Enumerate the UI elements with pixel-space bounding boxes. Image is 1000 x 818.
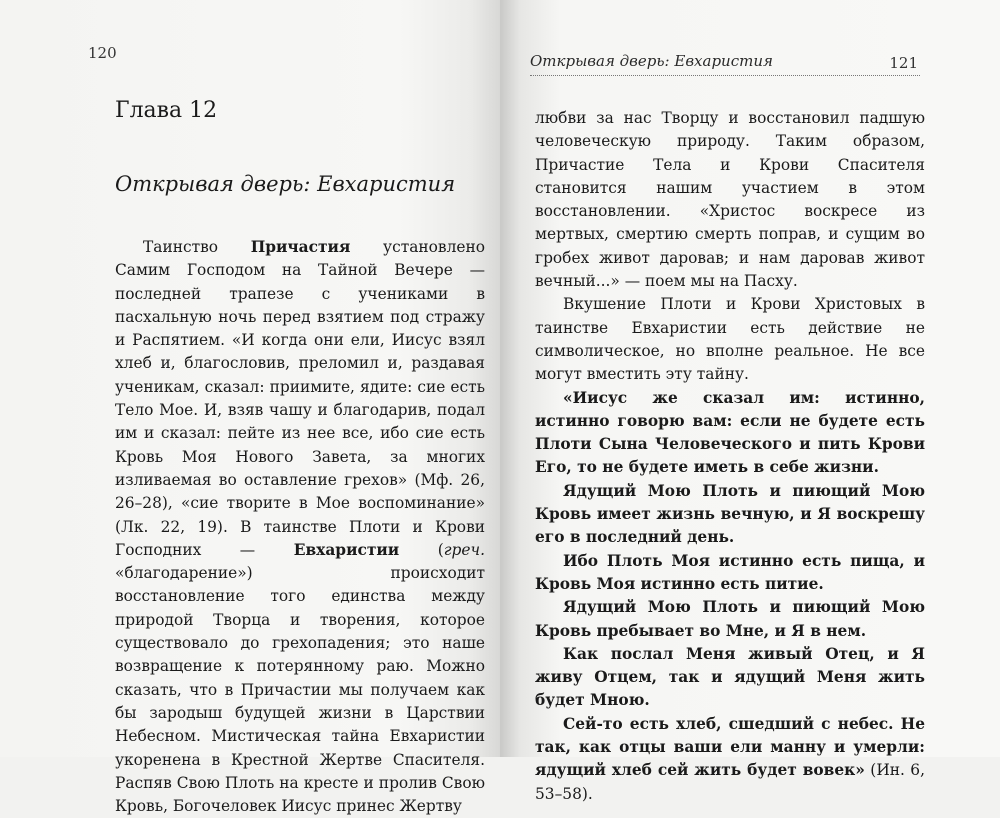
paragraph: Вкушение Плоти и Крови Христовых в таинстве Евхаристии есть действие не символическое, но вполне реальное. Не все могут вместить эту тайну. <box>535 295 925 384</box>
scripture-quote: Ядущий Мою Плоть и пиющий Мою Кровь пребывает во Мне, и Я в нем. <box>535 598 925 640</box>
scripture-quote-bold: Сей-то есть хлеб, сшедший с небес. Не так, как отцы ваши ели манну и умерли: ядущий хлеб сей жить будет вовек» <box>535 714 925 780</box>
paragraph: любви за нас Творцу и восстановил падшую человеческую природу. Таким образом, Причастие Тела и Крови Спасителя становится нашим участием в этом восстановлении. «Христос воскресе из мертвых, смертию смерть поправ, и сущим во гробех живот даровав; и нам даровав живот вечный...» — поем мы на Пасху. <box>535 109 925 291</box>
scripture-quote: Ядущий Мою Плоть и пиющий Мою Кровь имеет жизнь вечную, и Я воскрешу его в последний день. <box>535 481 925 547</box>
text-run: «благодарение») происходит восстановление того единства между природой Творца и творения, которое существовало до грехопадения; это наше возвращение к потерянному раю. Можно сказать, что в Причастии мы получаем как бы зародыш будущей жизни в Царствии Небесном. Мистическая тайна Евхаристии укоренена в Крестной Жертве Спасителя. Распяв Свою Плоть на кресте и пролив Свою Кровь, Богочеловек Иисус принес Жертву <box>115 564 485 816</box>
text-run: установлено Самим Господом на Тайной Вечере — последней трапезе с учениками в пасхальную ночь перед взятием под стражу и Распятием. «И когда они ели, Иисус взял хлеб и, благословив, преломил и, раздавая ученикам, сказал: приимите, ядите: сие есть Тело Мое. И, взяв чашу и благодарив, подал им и сказал: пейте из нее все, ибо сие есть Кровь Моя Нового Завета, за многих изливаемая во оставление грехов» (Мф. 26, 26–28), «сие творите в Мое воспоминание» (Лк. 22, 19). В таинстве Плоти и Крови Господних — <box>115 238 485 559</box>
bold-term-evkharistia: Евхаристии <box>293 540 400 559</box>
right-page <box>500 0 1000 803</box>
scripture-quote <box>535 713 925 806</box>
page-number-left: 120 <box>88 44 117 62</box>
chapter-title: Глава 12 <box>115 98 218 123</box>
scripture-quote: «Иисус же сказал им: истинно, истинно говорю вам: если не будете есть Плоти Сына Человеческого и пить Крови Его, то не будете иметь в себе жизни. <box>535 388 925 477</box>
chapter-subtitle: Открывая дверь: Евхаристия <box>115 172 456 196</box>
scripture-quote: Ибо Плоть Моя истинно есть пища, и Кровь Моя истинно есть питие. <box>535 551 925 593</box>
right-body-text <box>535 107 925 806</box>
text-run: ( <box>399 540 444 559</box>
bold-term-prichastie: Причастия <box>250 238 351 256</box>
italic-abbrev: греч. <box>443 540 485 559</box>
running-head: Открывая дверь: Евхаристия <box>530 52 920 76</box>
page-number-right: 121 <box>889 54 918 72</box>
paragraph <box>115 236 485 818</box>
scripture-reference: (Ин. 6, 53–58). <box>535 761 925 803</box>
left-page <box>0 0 500 816</box>
text-run: Таинство <box>143 238 251 256</box>
left-body-text <box>115 236 485 818</box>
scripture-quote: Как послал Меня живый Отец, и Я живу Отцем, так и ядущий Меня жить будет Мною. <box>535 644 925 710</box>
